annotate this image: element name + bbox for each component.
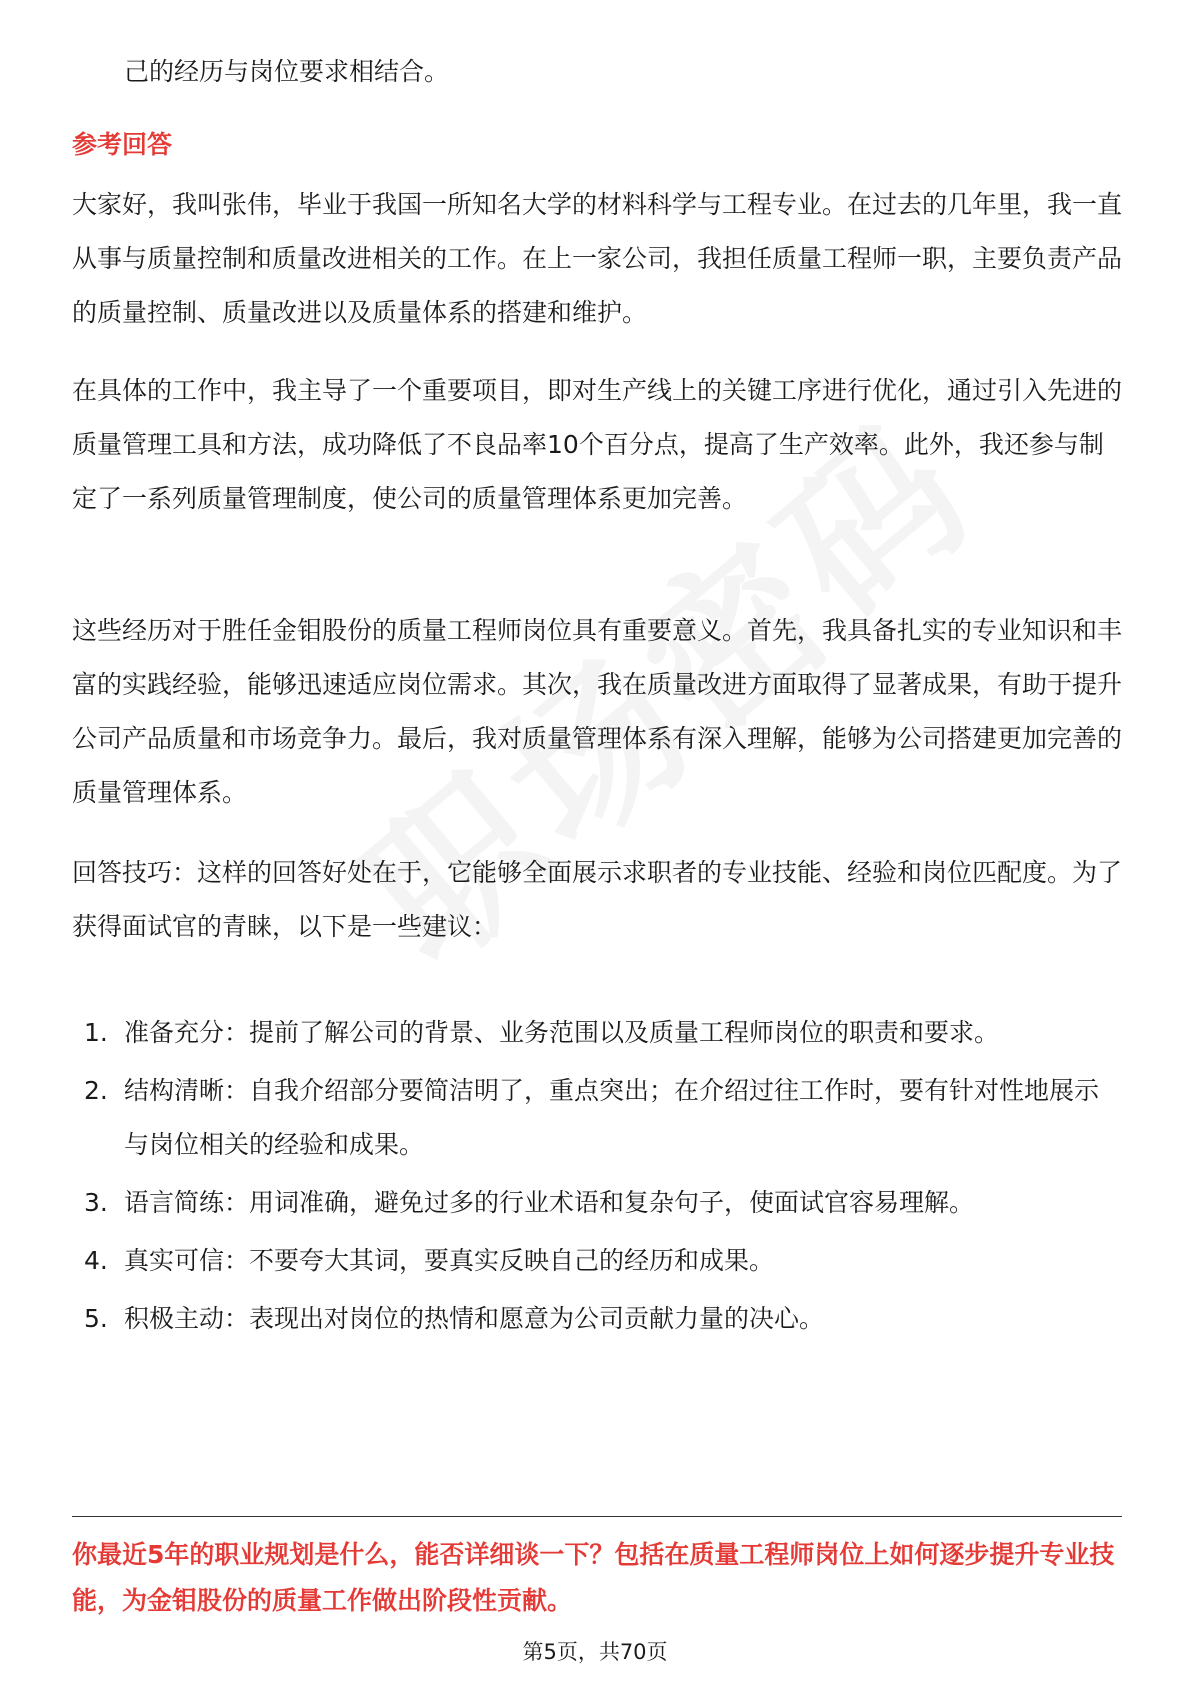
answer-paragraph-2: 在具体的工作中，我主导了一个重要项目，即对生产线上的关键工序进行优化，通过引入先进的质量管理工具和方法，成功降低了不良品率10个百分点，提高了生产效率。此外，我还参与制定了一系列质量管理制度，使公司的质量管理体系更加完善。 — [72, 376, 1123, 513]
list-item — [84, 1292, 1122, 1346]
page-footer: 第5页，共70页 — [522, 1640, 668, 1664]
list-item — [84, 1234, 1122, 1288]
list-number: 3. — [84, 1188, 108, 1217]
next-question: 你最近5年的职业规划是什么，能否详细谈一下？包括在质量工程师岗位上如何逐步提升专业技能，为金钼股份的质量工作做出阶段性贡献。 — [72, 1540, 1115, 1615]
list-text: 语言简练：用词准确，避免过多的行业术语和复杂句子，使面试官容易理解。 — [124, 1188, 975, 1217]
section-divider — [72, 1516, 1122, 1517]
list-number: 2. — [84, 1076, 108, 1105]
list-item — [84, 1176, 1122, 1230]
answer-paragraph-1: 大家好，我叫张伟，毕业于我国一所知名大学的材料科学与工程专业。在过去的几年里，我一直从事与质量控制和质量改进相关的工作。在上一家公司，我担任质量工程师一职，主要负责产品的质量控制、质量改进以及质量体系的搭建和维护。 — [72, 190, 1123, 327]
list-number: 4. — [84, 1246, 108, 1275]
list-text: 真实可信：不要夸大其词，要真实反映自己的经历和成果。 — [124, 1246, 775, 1275]
list-item — [84, 1064, 1122, 1172]
answer-paragraph-3: 这些经历对于胜任金钼股份的质量工程师岗位具有重要意义。首先，我具备扎实的专业知识和丰富的实践经验，能够迅速适应岗位需求。其次，我在质量改进方面取得了显著成果，有助于提升公司产品质量和市场竞争力。最后，我对质量管理体系有深入理解，能够为公司搭建更加完善的质量管理体系。 — [72, 616, 1123, 807]
tips-list — [84, 1006, 1122, 1350]
tips-intro-paragraph: 回答技巧：这样的回答好处在于，它能够全面展示求职者的专业技能、经验和岗位匹配度。为了获得面试官的青睐，以下是一些建议： — [72, 858, 1123, 941]
list-text: 积极主动：表现出对岗位的热情和愿意为公司贡献力量的决心。 — [124, 1304, 825, 1333]
section-heading: 参考回答 — [72, 130, 173, 159]
list-text: 准备充分：提前了解公司的背景、业务范围以及质量工程师岗位的职责和要求。 — [124, 1018, 1000, 1047]
document-page — [72, 0, 1122, 1684]
list-item — [84, 1006, 1122, 1060]
list-number: 5. — [84, 1304, 108, 1333]
list-number: 1. — [84, 1018, 108, 1047]
intro-tail-text: 己的经历与岗位要求相结合。 — [124, 57, 450, 86]
list-text: 结构清晰：自我介绍部分要简洁明了，重点突出；在介绍过往工作时，要有针对性地展示与岗位相关的经验和成果。 — [124, 1076, 1100, 1159]
